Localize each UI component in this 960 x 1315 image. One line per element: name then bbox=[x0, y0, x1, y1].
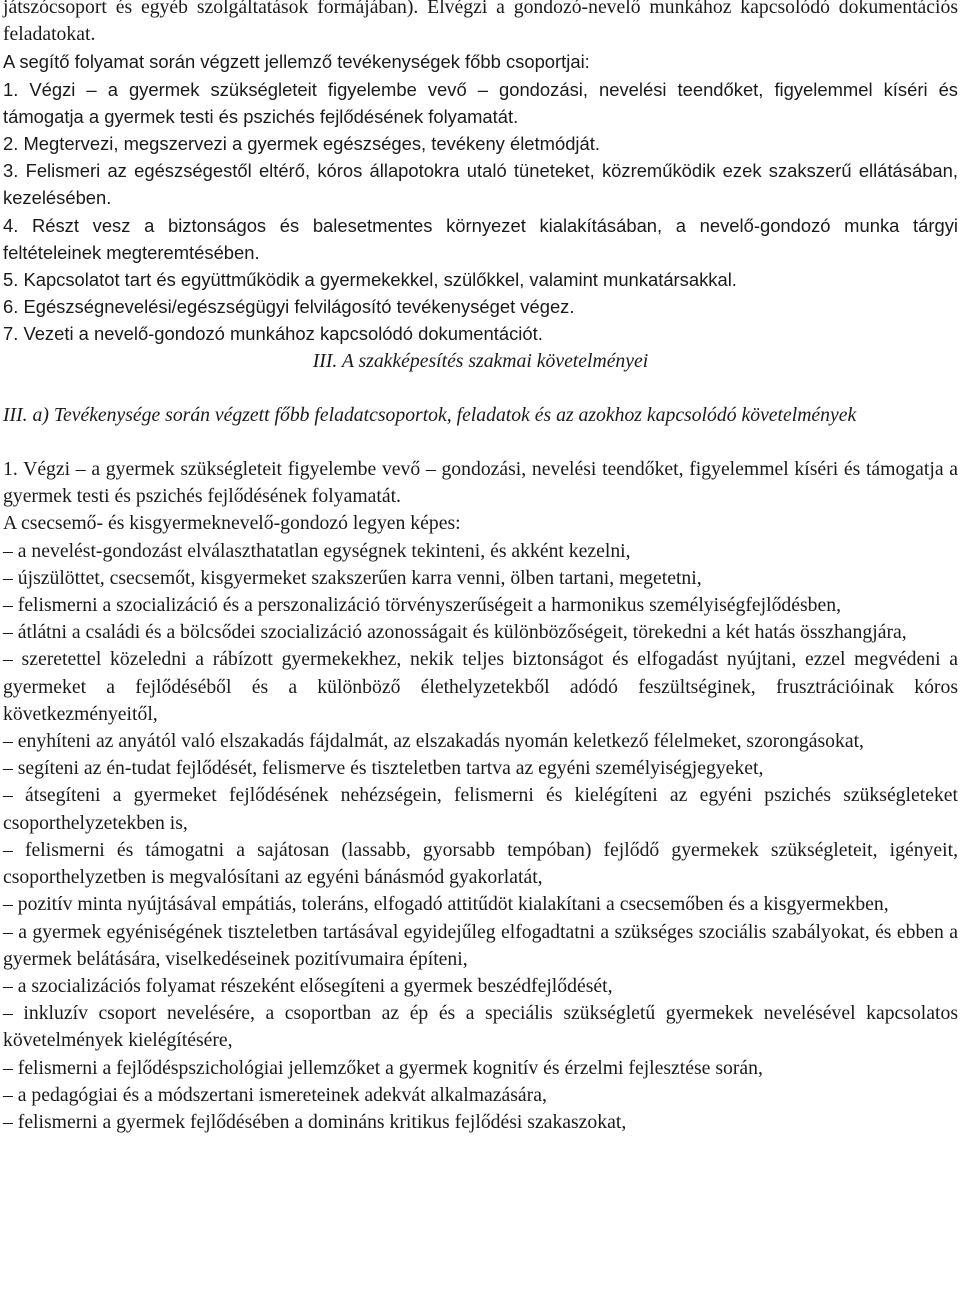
list-item: 5. Kapcsolatot tart és együttműködik a gyermekekkel, szülőkkel, valamint munkatársakkal. bbox=[3, 269, 737, 291]
capability-item: – átsegíteni a gyermeket fejlődésének nehézségein, felismerni és kielégíteni az egyéni pszichés szükségleteket csoporthelyzetekben is, bbox=[3, 784, 958, 834]
capability-item: – enyhíteni az anyától való elszakadás fájdalmát, az elszakadás nyomán keletkező félelmeket, szorongásokat, bbox=[3, 730, 864, 753]
list-item: 4. Részt vesz a biztonságos és balesetmentes környezet kialakításában, a nevelő-gondozó munka tárgyi feltételeinek megteremtésében. bbox=[3, 214, 958, 263]
list-item: 6. Egészségnevelési/egészségügyi felvilágosító tevékenységet végez. bbox=[3, 296, 575, 318]
list-item: 3. Felismeri az egészségestől eltérő, kóros állapotokra utaló tüneteket, közreműködik ezek szakszerű ellátásában, kezelésében. bbox=[3, 160, 958, 209]
capability-item: – a nevelést-gondozást elválaszthatatlan egységnek tekinteni, és akként kezelni, bbox=[3, 539, 631, 562]
task-paragraph: 1. Végzi – a gyermek szükségleteit figyelembe vevő – gondozási, nevelési teendőket, figyelemmel kíséri és támogatja a gyermek testi és pszichés fejlődésének folyamatát. bbox=[3, 458, 958, 508]
capability-item: – felismerni a gyermek fejlődésében a domináns kritikus fejlődési szakaszokat, bbox=[3, 1110, 627, 1133]
spacer bbox=[3, 429, 958, 456]
capability-item: – a pedagógiai és a módszertani ismereteinek adekvát alkalmazására, bbox=[3, 1083, 547, 1106]
capability-item: – újszülöttet, csecsemőt, kisgyermeket szakszerűen karra venni, ölben tartani, megetetni, bbox=[3, 566, 702, 589]
capability-item: – a gyermek egyéniségének tiszteletben tartásával egyidejűleg elfogadtatni a szükséges szociális szabályokat, és ebben a gyermek belátására, viselkedéseinek pozitívumaira építeni, bbox=[3, 920, 958, 970]
spacer bbox=[3, 375, 958, 402]
capability-item: – a szocializációs folyamat részeként elősegíteni a gyermek beszédfejlődését, bbox=[3, 974, 613, 997]
capability-item: – felismerni a fejlődéspszichológiai jellemzőket a gyermek kognitív és érzelmi fejlesztése során, bbox=[3, 1056, 763, 1079]
intro-block bbox=[3, 0, 958, 76]
activity-list bbox=[3, 76, 958, 348]
section-heading: III. A szakképesítés szakmai követelményei bbox=[312, 349, 649, 372]
list-item: 1. Végzi – a gyermek szükségleteit figyelembe vevő – gondozási, nevelési teendőket, figyelemmel kíséri és támogatja a gyermek testi és pszichés fejlődésének folyamatát. bbox=[3, 78, 958, 127]
intro-paragraph: játszócsoport és egyéb szolgáltatások formájában). Elvégzi a gondozó-nevelő munkához kapcsolódó dokumentációs feladatokat. bbox=[3, 0, 958, 46]
capability-item: – segíteni az én-tudat fejlődését, felismerve és tiszteletben tartva az egyéni személyiségjegyeket, bbox=[3, 757, 764, 780]
list-item: 2. Megtervezi, megszervezi a gyermek egészséges, tevékeny életmódját. bbox=[3, 133, 600, 155]
capability-item: – átlátni a családi és a bölcsődei szocializáció azonosságait és különbözőségeit, törekedni a két hatás összhangjára, bbox=[3, 621, 907, 644]
capability-item: – inkluzív csoport nevelésére, a csoportban az ép és a speciális szükségletű gyermekek nevelésével kapcsolatos követelmények kielégítésére, bbox=[3, 1002, 958, 1052]
capability-item: – felismerni és támogatni a sajátosan (lassabb, gyorsabb tempóban) fejlődő gyermekek szükségleteit, igényeit, csoporthelyzetben is megvalósítani az egyéni bánásmód gyakorlatát, bbox=[3, 838, 958, 889]
capability-item: – pozitív minta nyújtásával empátiás, toleráns, elfogadó attitűdöt kialakítani a csecsemőben és a kisgyermekben, bbox=[3, 893, 889, 916]
capability-item: – szeretettel közeledni a rábízott gyermekekhez, nekik teljes biztonságot és elfogadást nyújtani, ezzel megvédeni a gyermeket a fejlődéséből és a különböző élethelyzetekből adódó feszültséginek, frusztrációinak kóros következményeitől, bbox=[3, 648, 958, 725]
capability-intro: A csecsemő- és kisgyermeknevelő-gondozó legyen képes: bbox=[3, 512, 461, 535]
subsection-heading: III. a) Tevékenysége során végzett főbb feladatcsoportok, feladatok és az azokhoz kapcsolódó követelmények bbox=[3, 403, 857, 426]
list-item: 7. Vezeti a nevelő-gondozó munkához kapcsolódó dokumentációt. bbox=[3, 323, 543, 345]
intro-lead-in: A segítő folyamat során végzett jellemző tevékenységek főbb csoportjai: bbox=[3, 51, 590, 73]
capability-list bbox=[3, 538, 958, 1136]
capability-item: – felismerni a szocializáció és a perszonalizáció törvényszerűségeit a harmonikus személyiségfejlődésben, bbox=[3, 594, 842, 617]
